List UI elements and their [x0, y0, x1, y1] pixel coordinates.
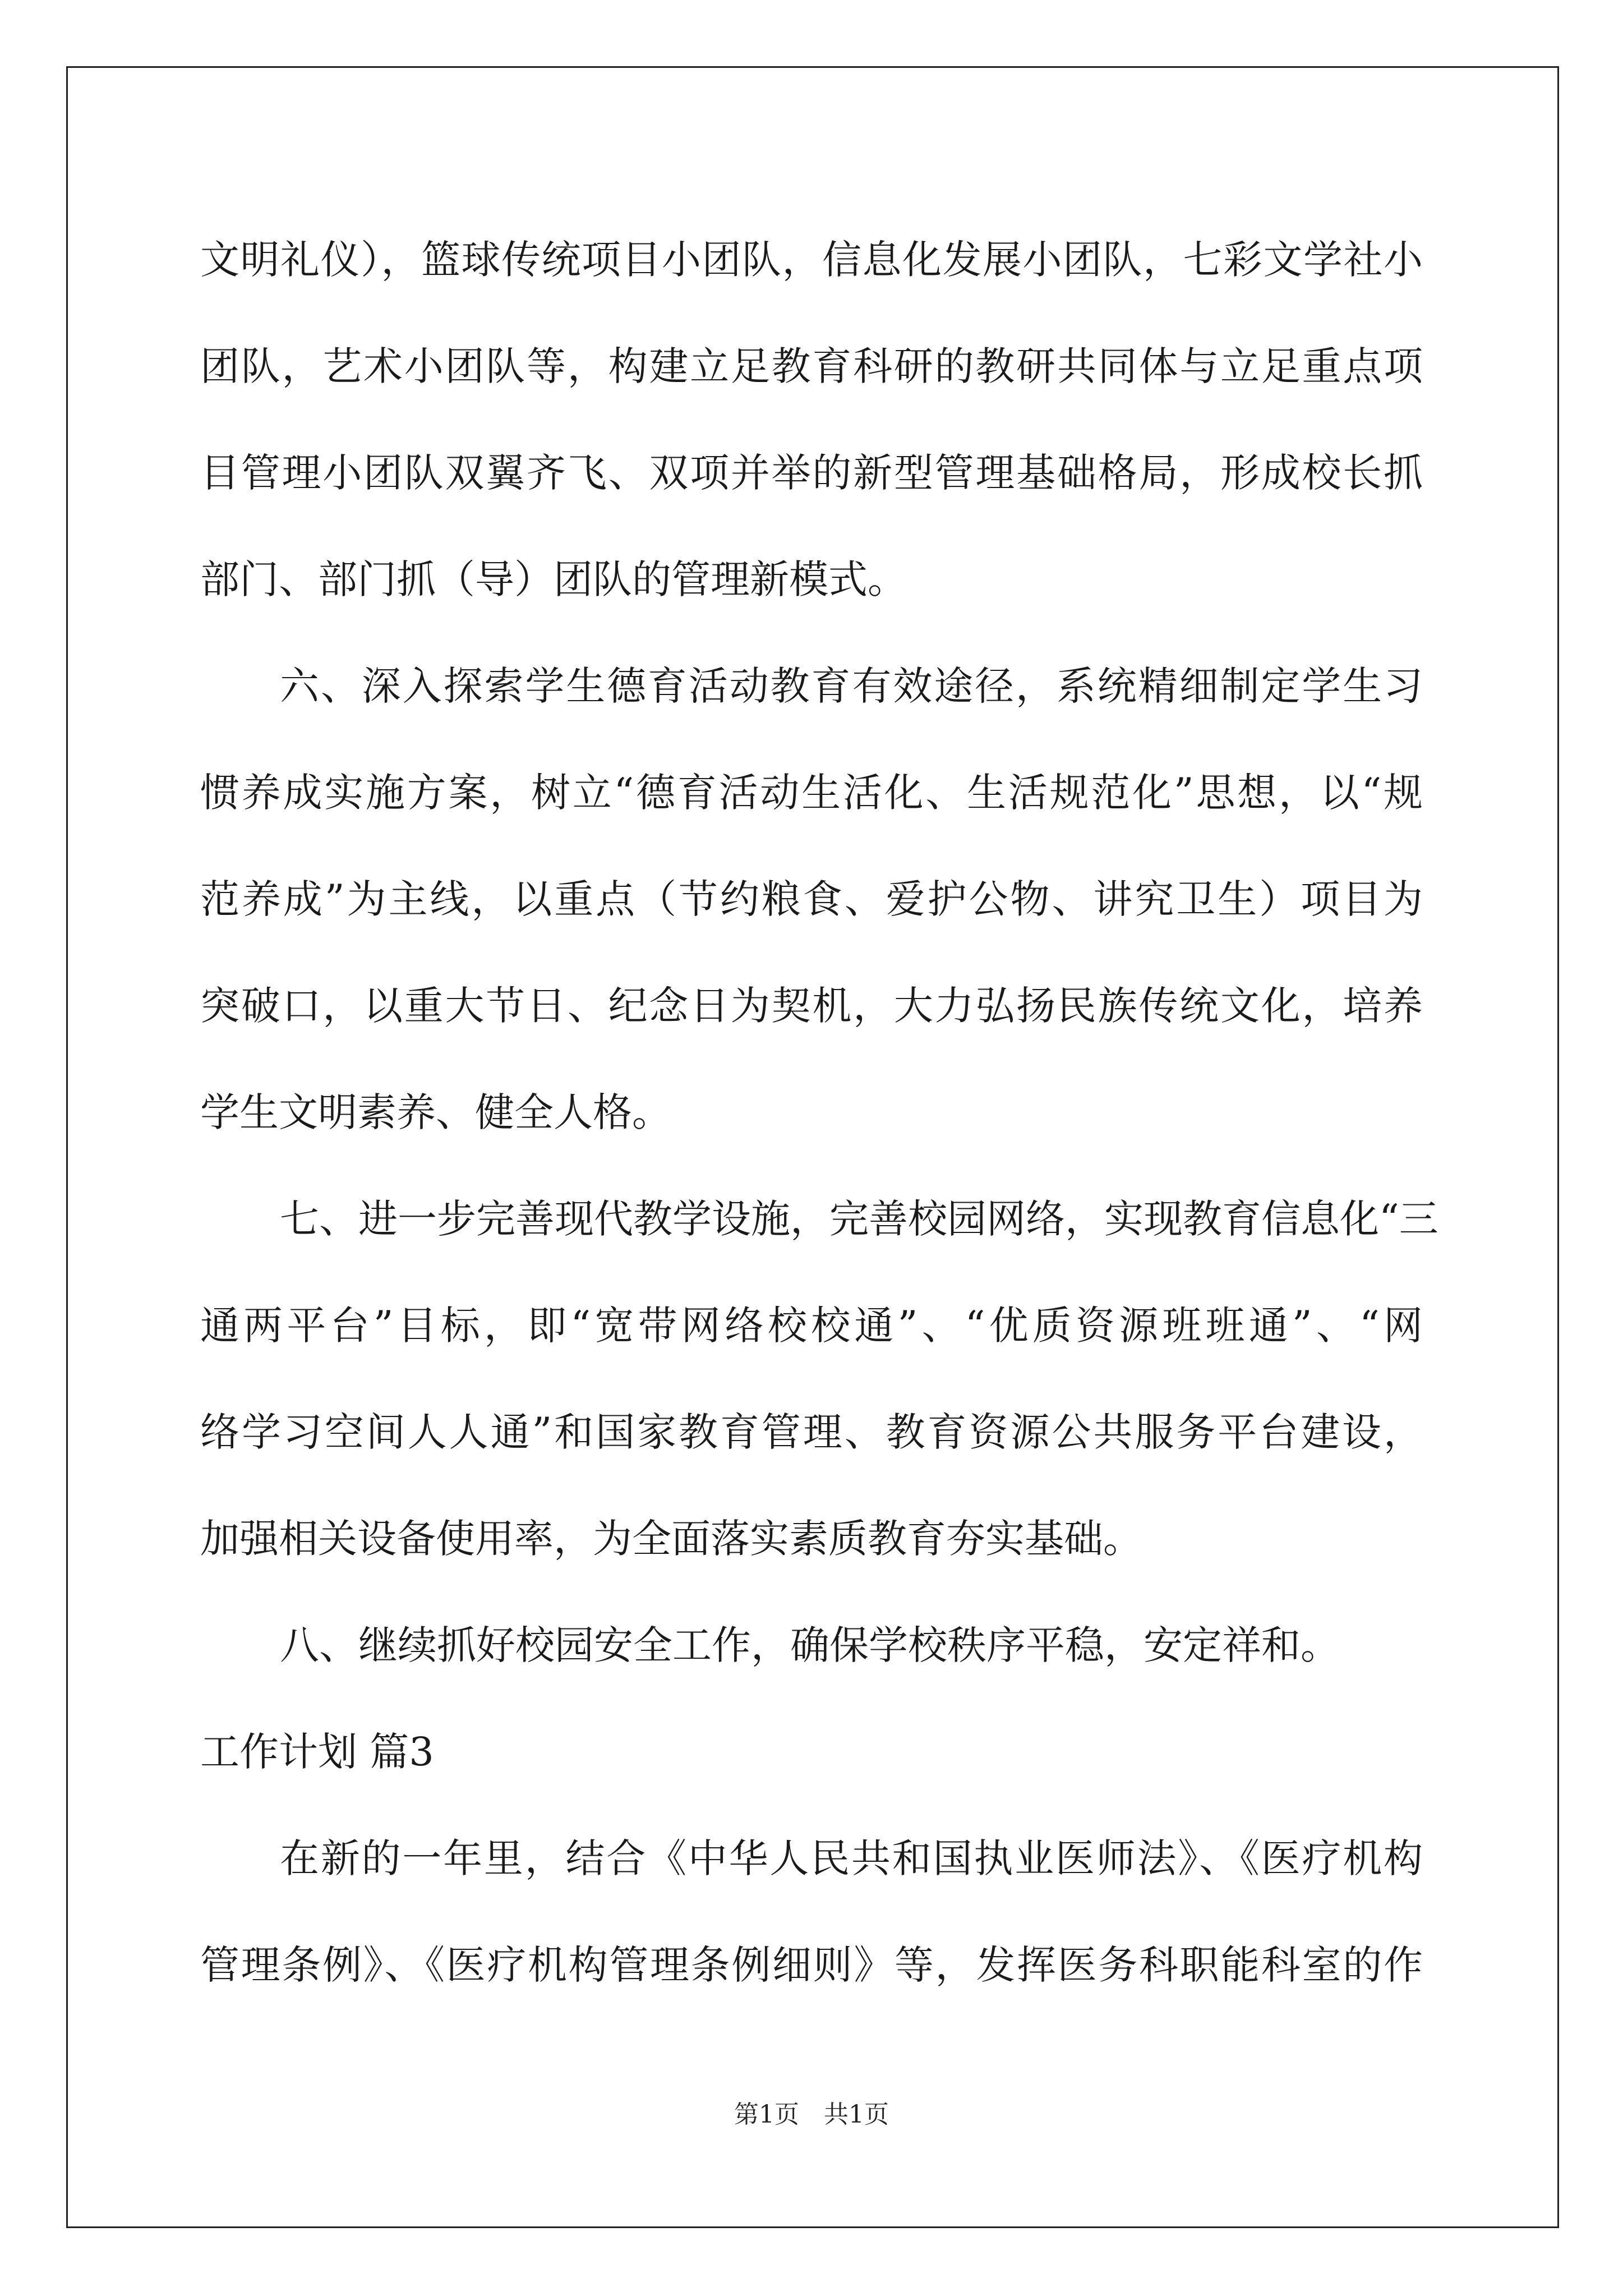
- text-line: 团队，艺术小团队等，构建立足教育科研的教研共同体与立足重点项: [200, 343, 1423, 389]
- paragraph-first-line: 七、进一步完善现代教学设施，完善校园网络，实现教育信息化“三: [280, 1196, 1438, 1242]
- text-line: 加强相关设备使用率，为全面落实素质教育夯实基础。: [200, 1516, 1142, 1562]
- text-line: 学生文明素养、健全人格。: [200, 1089, 671, 1135]
- paragraph-first-line: 八、继续抓好校园安全工作，确保学校秩序平稳，安定祥和。: [280, 1622, 1340, 1668]
- section-heading: 工作计划 篇3: [200, 1729, 434, 1775]
- text-line: 目管理小团队双翼齐飞、双项并举的新型管理基础格局，形成校长抓: [200, 450, 1423, 496]
- text-line: 管理条例》、《医疗机构管理条例细则》等，发挥医务科职能科室的作: [200, 1942, 1423, 1988]
- text-line: 部门、部门抓（导）团队的管理新模式。: [200, 556, 907, 602]
- paragraph-first-line: 在新的一年里，结合《中华人民共和国执业医师法》、《医疗机构: [280, 1835, 1423, 1881]
- text-line: 惯养成实施方案，树立“德育活动生活化、生活规范化”思想，以“规: [200, 770, 1423, 816]
- page-number: 第1页 共1页: [734, 2100, 889, 2129]
- text-line: 络学习空间人人通”和国家教育管理、教育资源公共服务平台建设，: [200, 1409, 1423, 1455]
- document-body: [200, 206, 1438, 2018]
- paragraph-first-line: 六、深入探索学生德育活动教育有效途径，系统精细制定学生习: [280, 663, 1423, 709]
- text-line: 范养成”为主线，以重点（节约粮食、爱护公物、讲究卫生）项目为: [200, 876, 1423, 922]
- text-line: 通两平台”目标，即“宽带网络校校通”、“优质资源班班通”、“网: [200, 1303, 1423, 1349]
- text-line: 文明礼仪），篮球传统项目小团队，信息化发展小团队，七彩文学社小: [200, 237, 1423, 283]
- text-line: 突破口，以重大节日、纪念日为契机，大力弘扬民族传统文化，培养: [200, 983, 1423, 1029]
